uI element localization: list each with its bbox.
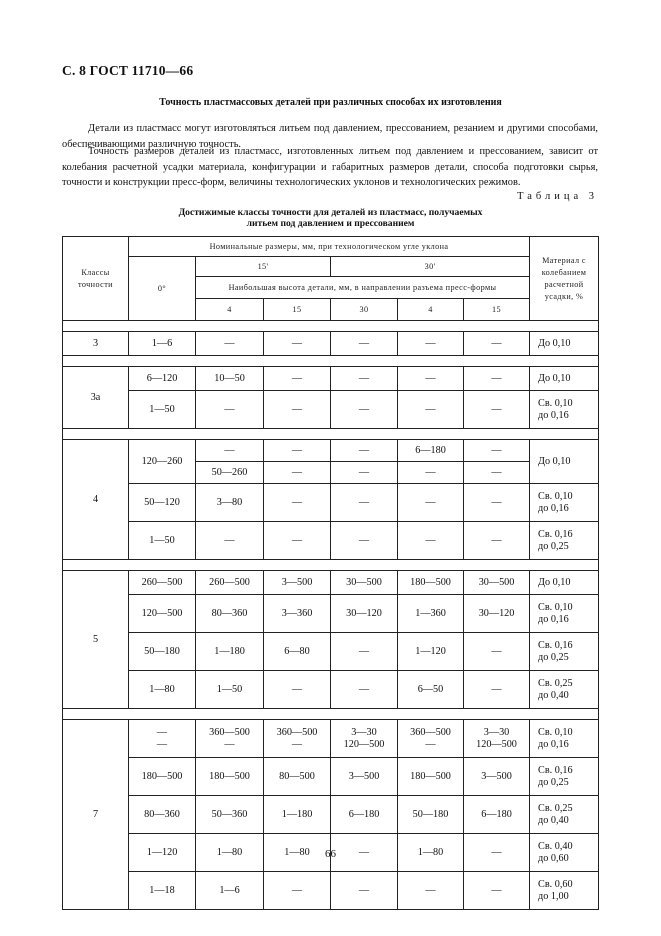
col-material-header: Материал с колебанием расчетной усадки, % [530, 237, 599, 321]
material-line: до 1,00 [538, 890, 569, 902]
material-line: до 0,40 [538, 814, 569, 826]
table-title-line-2: литьем под давлением и прессованием [246, 218, 415, 229]
value-cell: — [464, 522, 530, 560]
value-cell: 260—500 [196, 571, 264, 595]
value-cell: — [196, 522, 264, 560]
class-cell: 5 [63, 571, 129, 709]
value-cell: 30—120 [331, 595, 398, 633]
material-line: Св. 0,16 [538, 528, 573, 540]
value-cell: — [331, 332, 398, 356]
value-cell: — [331, 462, 398, 484]
col-height-header: Наибольшая высота детали, мм, в направлении разъема пресс-формы [196, 277, 530, 299]
value-cell: 10—50 [196, 367, 264, 391]
table-row [63, 796, 599, 834]
value-cell: 3—80 [196, 484, 264, 522]
spacer-cell [63, 429, 599, 440]
value-cell: 1—120 [129, 834, 196, 872]
material-line: до 0,25 [538, 540, 569, 552]
value-cell: — [264, 332, 331, 356]
material-cell [530, 571, 599, 595]
table-row [63, 720, 599, 758]
table-label: Таблица 3 [517, 191, 598, 202]
spacer-row [63, 321, 599, 332]
value-cell: 80—500 [264, 758, 331, 796]
material-cell [530, 332, 599, 356]
value-cell: — [264, 522, 331, 560]
value-cell: 180—500 [196, 758, 264, 796]
material-line: до 0,16 [538, 613, 569, 625]
col-angle-30: 30' [331, 257, 530, 277]
value-cell: — [331, 633, 398, 671]
value-cell: — [464, 671, 530, 709]
spacer-row [63, 709, 599, 720]
value-cell: 6—80 [264, 633, 331, 671]
value-cell: — [331, 834, 398, 872]
precision-table [62, 236, 599, 910]
value-cell: 50—360 [196, 796, 264, 834]
table-row [63, 758, 599, 796]
value-cell: — [196, 391, 264, 429]
material-cell [530, 720, 599, 758]
table-row [63, 595, 599, 633]
value-cell: 1—80 [398, 834, 464, 872]
value-cell: 120—500 [129, 595, 196, 633]
material-line: До 0,10 [538, 337, 571, 349]
value-cell: — [331, 671, 398, 709]
value-cell: 1—50 [129, 391, 196, 429]
material-cell [530, 872, 599, 910]
value-cell: — [331, 440, 398, 462]
col-angle-15: 15' [196, 257, 331, 277]
col-nominal-header: Номинальные размеры, мм, при технологическом угле уклона [129, 237, 530, 257]
value-cell: 6—50 [398, 671, 464, 709]
value-cell: 3—500 [464, 758, 530, 796]
value-cell: 1—6 [196, 872, 264, 910]
value-cell: 3—360 [264, 595, 331, 633]
value-cell: — [398, 367, 464, 391]
value-cell: 1—180 [196, 633, 264, 671]
value-cell: — [331, 872, 398, 910]
material-line: Св. 0,16 [538, 764, 573, 776]
value-cell: 3—500 [331, 758, 398, 796]
value-cell: — — [129, 720, 196, 758]
value-cell: 1—18 [129, 872, 196, 910]
value-cell: — [331, 484, 398, 522]
material-cell [530, 440, 599, 484]
material-cell [530, 595, 599, 633]
material-cell [530, 484, 599, 522]
value-cell: — [331, 522, 398, 560]
material-line: Св. 0,25 [538, 802, 573, 814]
value-cell: 3—500 [264, 571, 331, 595]
spacer-row [63, 560, 599, 571]
table-row [63, 367, 599, 391]
value-cell: — [196, 332, 264, 356]
value-cell: — [464, 332, 530, 356]
paragraph-2: Точность размеров деталей из пластмасс, изготовленных литьем под давлением и прессованием, зависит от колебания расчетной усадки материала, конфигурации и габаритных размеров детали, способа подготовки сырья, точности и конструкции пресс-форм, величины технологических уклонов и технологических режимов. [62, 146, 598, 188]
value-cell: — [464, 834, 530, 872]
col-height-15: 15 [264, 299, 331, 321]
value-cell: — [398, 391, 464, 429]
col-height-15b: 15 [464, 299, 530, 321]
class-cell: 7 [63, 720, 129, 910]
value-cell: — [264, 391, 331, 429]
value-cell: 80—360 [196, 595, 264, 633]
material-cell [530, 522, 599, 560]
value-cell: — [398, 484, 464, 522]
value-cell: — [264, 367, 331, 391]
table-row [63, 522, 599, 560]
table-row [63, 484, 599, 522]
material-line: Св. 0,16 [538, 639, 573, 651]
material-cell [530, 796, 599, 834]
value-cell: — [264, 872, 331, 910]
material-line: Св. 0,10 [538, 726, 573, 738]
material-line: До 0,10 [538, 455, 571, 467]
value-cell: 180—500 [398, 758, 464, 796]
material-line: Св. 0,25 [538, 677, 573, 689]
value-cell: — [464, 872, 530, 910]
value-cell: 1—80 [264, 834, 331, 872]
value-cell: 30—500 [331, 571, 398, 595]
value-cell: 50—260 [196, 462, 264, 484]
value-cell: 1—6 [129, 332, 196, 356]
value-cell: 180—500 [398, 571, 464, 595]
value-cell: — [464, 633, 530, 671]
table-row [63, 633, 599, 671]
material-line: до 0,60 [538, 852, 569, 864]
material-line: до 0,40 [538, 689, 569, 701]
material-line: до 0,25 [538, 776, 569, 788]
value-cell: 50—180 [129, 633, 196, 671]
col-height-30: 30 [331, 299, 398, 321]
value-cell: 6—180 [464, 796, 530, 834]
value-cell: 3—30 120—500 [331, 720, 398, 758]
material-line: до 0,16 [538, 502, 569, 514]
value-cell: — [264, 440, 331, 462]
value-cell: — [398, 332, 464, 356]
material-line: до 0,16 [538, 738, 569, 750]
value-cell: 260—500 [129, 571, 196, 595]
value-cell: 50—180 [398, 796, 464, 834]
value-cell: 6—180 [331, 796, 398, 834]
material-cell [530, 758, 599, 796]
value-cell: — [464, 367, 530, 391]
material-line: Св. 0,60 [538, 878, 573, 890]
material-line: До 0,10 [538, 576, 571, 588]
value-cell: 30—120 [464, 595, 530, 633]
class-cell: 3а [63, 367, 129, 429]
value-cell: 120—260 [129, 440, 196, 484]
material-line: Св. 0,40 [538, 840, 573, 852]
table-row [63, 872, 599, 910]
value-cell: — [264, 462, 331, 484]
col-zero-angle: 0° [129, 257, 196, 321]
table-row [63, 391, 599, 429]
spacer-row [63, 429, 599, 440]
table-title-line-1: Достижимые классы точности для деталей из пластмасс, получаемых [178, 207, 483, 218]
value-cell: — [196, 440, 264, 462]
page-header: С. 8 ГОСТ 11710—66 [62, 63, 194, 78]
material-line: Св. 0,10 [538, 601, 573, 613]
material-cell [530, 391, 599, 429]
table-row [63, 440, 599, 462]
spacer-cell [63, 356, 599, 367]
spacer-cell [63, 321, 599, 332]
value-cell: — [264, 484, 331, 522]
value-cell: — [331, 367, 398, 391]
value-cell: 3—30 120—500 [464, 720, 530, 758]
col-height-4: 4 [196, 299, 264, 321]
material-line: Св. 0,10 [538, 490, 573, 502]
table-row [63, 332, 599, 356]
value-cell: 1—80 [129, 671, 196, 709]
table-head [63, 237, 599, 321]
value-cell: — [398, 872, 464, 910]
value-cell: 30—500 [464, 571, 530, 595]
value-cell: 1—180 [264, 796, 331, 834]
value-cell: — [464, 484, 530, 522]
col-class-header: Классы точности [63, 237, 129, 321]
value-cell: 6—180 [398, 440, 464, 462]
value-cell: 50—120 [129, 484, 196, 522]
table-body [63, 321, 599, 910]
value-cell: 360—500 — [398, 720, 464, 758]
material-line: До 0,10 [538, 372, 571, 384]
value-cell: — [331, 391, 398, 429]
spacer-row [63, 356, 599, 367]
table-title [0, 207, 661, 229]
value-cell: 80—360 [129, 796, 196, 834]
table-row [63, 571, 599, 595]
table-row [63, 671, 599, 709]
value-cell: — [464, 440, 530, 462]
value-cell: — [398, 462, 464, 484]
section-title: Точность пластмассовых деталей при различных способах их изготовления [159, 97, 502, 108]
spacer-cell [63, 560, 599, 571]
page-number: 66 [325, 848, 336, 860]
value-cell: 1—120 [398, 633, 464, 671]
class-cell: 3 [63, 332, 129, 356]
value-cell: 1—360 [398, 595, 464, 633]
value-cell: — [464, 391, 530, 429]
paragraph-1: Детали из пластмасс могут изготовляться литьем под давлением, прессованием, резанием и другими способами, обеспечивающими различную точность. [62, 123, 598, 150]
value-cell: 1—50 [129, 522, 196, 560]
value-cell: — [264, 671, 331, 709]
class-cell: 4 [63, 440, 129, 560]
value-cell: 180—500 [129, 758, 196, 796]
value-cell: 1—50 [196, 671, 264, 709]
value-cell: 6—120 [129, 367, 196, 391]
material-line: до 0,25 [538, 651, 569, 663]
value-cell: — [464, 462, 530, 484]
value-cell: 360—500 — [264, 720, 331, 758]
material-line: Св. 0,10 [538, 397, 573, 409]
value-cell: 1—80 [196, 834, 264, 872]
value-cell: 360—500 — [196, 720, 264, 758]
material-cell [530, 633, 599, 671]
value-cell: — [398, 522, 464, 560]
material-cell [530, 367, 599, 391]
material-line: до 0,16 [538, 409, 569, 421]
col-height-4b: 4 [398, 299, 464, 321]
spacer-cell [63, 709, 599, 720]
material-cell [530, 671, 599, 709]
